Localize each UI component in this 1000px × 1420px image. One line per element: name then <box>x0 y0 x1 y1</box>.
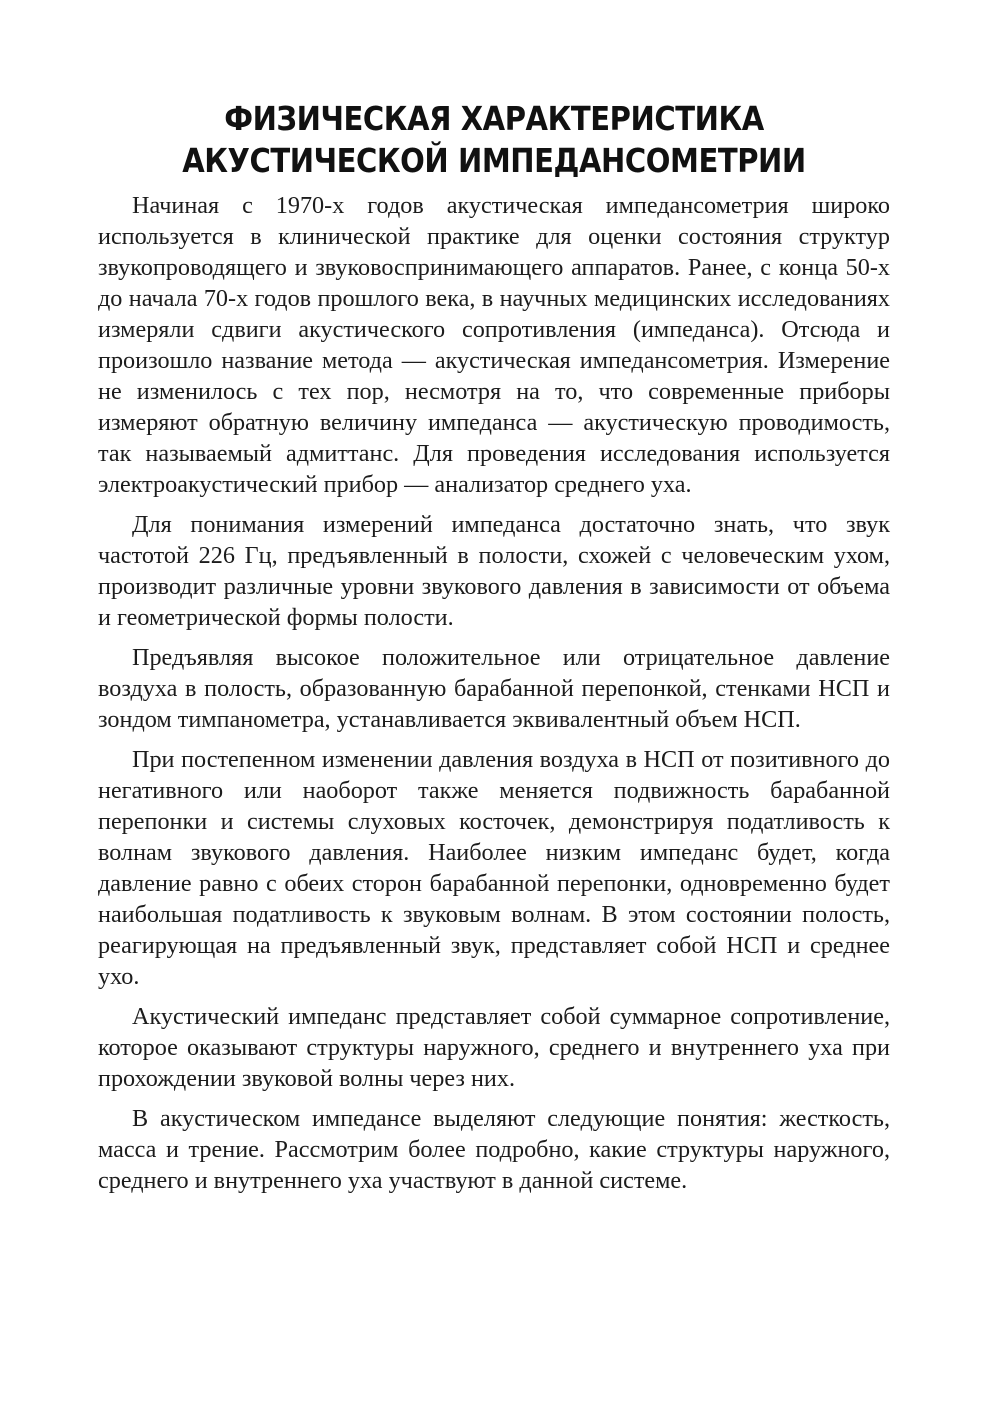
paragraph-pressure-change: При постепенном изменении давления воздуха в НСП от позитивного до негативного или наоборот также меняется подвижность барабанной перепонки и системы слуховых косточек, демонстрируя податливость к волнам звукового давления. Наиболее низким импеданс будет, когда давление равно с обеих сторон барабанной перепонки, одновременно будет наибольшая податливость к звуковым волнам. В этом состоянии полость, реагирующая на предъявленный звук, представляет собой НСП и среднее ухо. <box>98 746 890 990</box>
page-title-line-2: АКУСТИЧЕСКОЙ ИМПЕДАНСОМЕТРИИ <box>182 141 806 180</box>
page-title <box>146 98 843 182</box>
page-title-line-1: ФИЗИЧЕСКАЯ ХАРАКТЕРИСТИКА <box>224 99 764 138</box>
paragraph-impedance-measurement: Для понимания измерений импеданса достаточно знать, что звук частотой 226 Гц, предъявленный в полости, схожей с человеческим ухом, производит различные уровни звукового давления в зависимости от объема и геометрической формы полости. <box>98 511 890 631</box>
paragraph-equivalent-volume: Предъявляя высокое положительное или отрицательное давление воздуха в полость, образованную барабанной перепонкой, стенками НСП и зондом тимпанометра, устанавливается эквивалентный объем НСП. <box>98 644 890 733</box>
paragraph-impedance-components: В акустическом импедансе выделяют следующие понятия: жесткость, масса и трение. Рассмотрим более подробно, какие структуры наружного, среднего и внутреннего уха участвуют в данной системе. <box>98 1105 890 1194</box>
page-content <box>98 98 890 1205</box>
paragraph-intro: Начиная с 1970-х годов акустическая импедансометрия широко используется в клинической практике для оценки состояния структур звукопроводящего и звуковоспринимающего аппаратов. Ранее, с конца 50-х до начала 70-х годов прошлого века, в научных медицинских исследованиях измеряли сдвиги акустического сопротивления (импеданса). Отсюда и произошло название метода — акустическая импедансометрия. Измерение не изменилось с тех пор, несмотря на то, что современные приборы измеряют обратную величину импеданса — акустическую проводимость, так называемый адмиттанс. Для проведения исследования используется электроакустический прибор — анализатор среднего уха. <box>98 192 890 498</box>
paragraph-acoustic-impedance: Акустический импеданс представляет собой суммарное сопротивление, которое оказывают структуры наружного, среднего и внутреннего уха при прохождении звуковой волны через них. <box>98 1003 890 1092</box>
